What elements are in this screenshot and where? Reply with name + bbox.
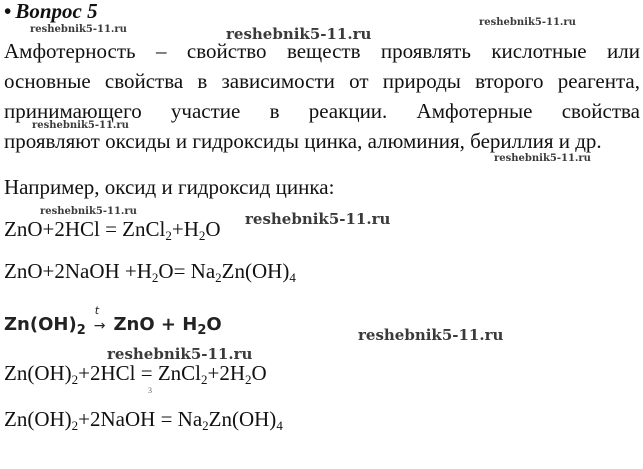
paragraph-line: основные свойства в зависимости от природы второго реагента, bbox=[4, 69, 640, 93]
eq-subscript: 2 bbox=[151, 270, 159, 285]
watermark: reshebnik5-11.ru bbox=[226, 25, 372, 43]
eq-text: +2H bbox=[207, 361, 246, 385]
watermark: reshebnik5-11.ru bbox=[40, 206, 137, 217]
heat-arrow bbox=[93, 304, 106, 337]
eq-text: +2HCl = ZnCl bbox=[78, 361, 202, 385]
watermark: reshebnik5-11.ru bbox=[494, 153, 591, 164]
eq-text: Zn(OH) bbox=[208, 407, 277, 431]
question-title: Вопрос 5 bbox=[15, 0, 98, 23]
eq-subscript: 2 bbox=[215, 270, 222, 285]
eq-text: O bbox=[206, 314, 222, 335]
paragraph-line: принимающего участие в реакции. Амфотерные свойства bbox=[4, 99, 640, 123]
eq-text: Zn(OH) bbox=[4, 407, 72, 431]
eq-text: ZnO+2HCl = ZnCl bbox=[4, 217, 166, 241]
eq-text: O bbox=[251, 361, 267, 385]
watermark: reshebnik5-11.ru bbox=[245, 210, 391, 228]
eq-subscript: 2 bbox=[165, 228, 172, 243]
eq-text: ZnO+2NaOH +H bbox=[4, 259, 152, 283]
equation-decomposition bbox=[4, 304, 222, 338]
eq-subscript: 2 bbox=[71, 372, 79, 387]
watermark: reshebnik5-11.ru bbox=[479, 17, 576, 28]
equation-zno-hcl bbox=[4, 217, 221, 243]
eq-subscript: 2 bbox=[245, 372, 252, 387]
eq-subscript: 2 bbox=[202, 418, 209, 433]
eq-subscript: 2 bbox=[198, 228, 206, 243]
question-heading bbox=[4, 0, 98, 22]
equation-zn-oh-hcl bbox=[4, 361, 267, 387]
eq-text: Zn(OH) bbox=[221, 259, 290, 283]
equation-zno-naoh bbox=[4, 259, 296, 285]
eq-text: O bbox=[205, 217, 221, 241]
eq-text: ZnO + H bbox=[113, 314, 198, 335]
example-intro: Например, оксид и гидроксид цинка: bbox=[4, 175, 335, 199]
eq-text: +2NaOH = Na bbox=[78, 407, 203, 431]
heat-condition: t bbox=[94, 304, 100, 317]
watermark: reshebnik5-11.ru bbox=[32, 120, 129, 131]
eq-subscript: 4 bbox=[289, 270, 296, 285]
arrow-icon: → bbox=[93, 318, 106, 334]
eq-subscript: 4 bbox=[276, 418, 283, 433]
eq-subscript: 2 bbox=[71, 418, 79, 433]
eq-text: +H bbox=[171, 217, 199, 241]
eq-text: Zn(OH) bbox=[4, 361, 72, 385]
watermark: reshebnik5-11.ru bbox=[30, 24, 127, 35]
stray-mark: 3 bbox=[148, 386, 152, 395]
paragraph-line: Амфотерность – свойство веществ проявлять кислотные или bbox=[4, 39, 640, 63]
eq-subscript: 2 bbox=[201, 372, 208, 387]
definition-paragraph bbox=[4, 36, 640, 156]
eq-subscript: 2 bbox=[76, 323, 86, 338]
eq-text: Zn(OH) bbox=[4, 314, 77, 335]
eq-subscript: 2 bbox=[197, 323, 207, 338]
paragraph-line: проявляют оксиды и гидроксиды цинка, алюминия, бериллия и др. bbox=[4, 129, 602, 153]
watermark: reshebnik5-11.ru bbox=[358, 326, 504, 344]
bullet-icon: • bbox=[4, 0, 12, 23]
equation-zn-oh-naoh bbox=[4, 407, 283, 433]
watermark: reshebnik5-11.ru bbox=[107, 345, 253, 363]
eq-text: O= Na bbox=[158, 259, 216, 283]
